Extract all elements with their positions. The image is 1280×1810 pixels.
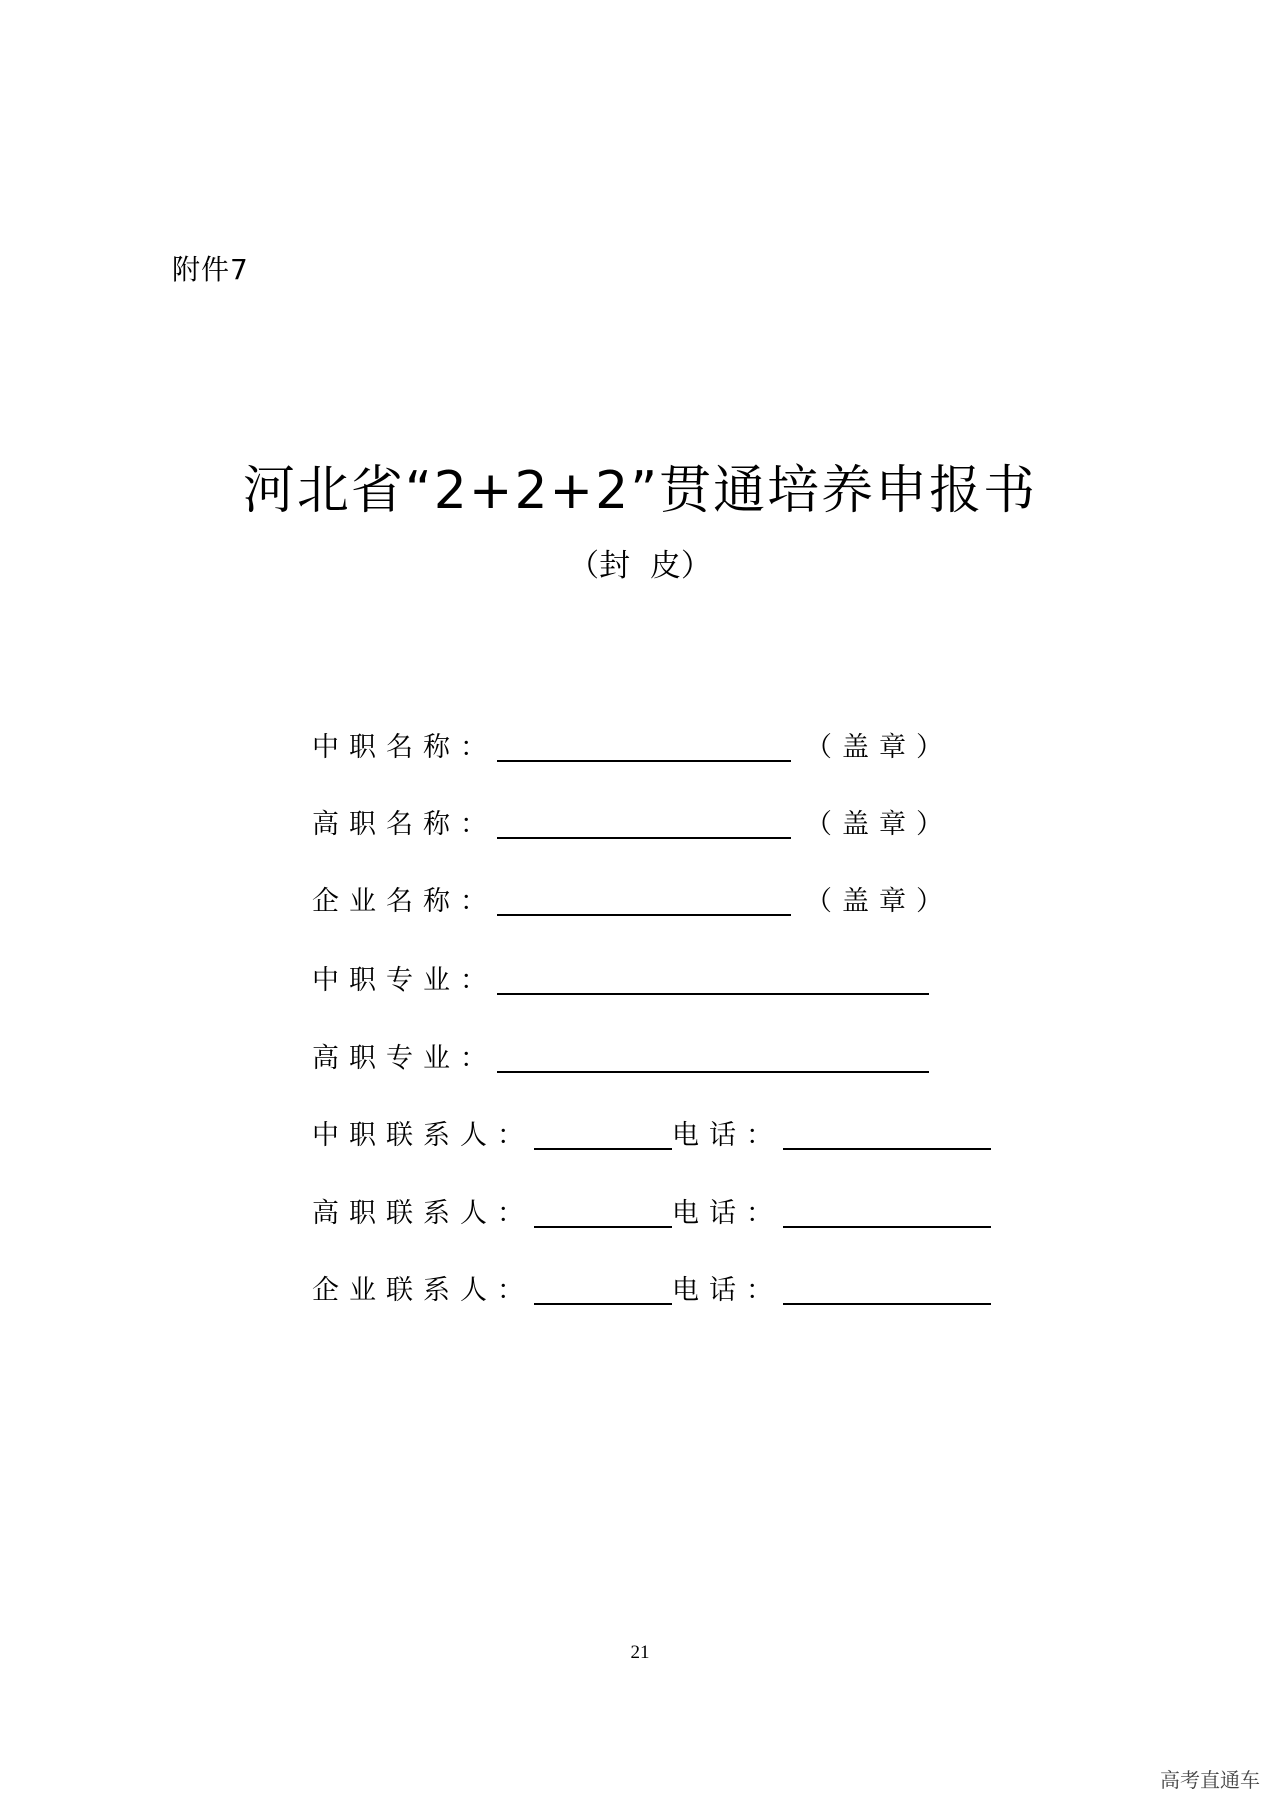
form-row-zz-contact <box>312 1112 991 1152</box>
zz-name-label: 中职名称： <box>312 732 497 763</box>
gz-major-field[interactable] <box>497 1041 929 1073</box>
qy-name-label: 企业名称： <box>312 886 497 917</box>
gz-name-field[interactable] <box>497 807 791 839</box>
qy-phone-label: 电话： <box>672 1275 783 1306</box>
form-row-qy-contact <box>312 1267 991 1307</box>
gz-phone-field[interactable] <box>783 1196 991 1228</box>
qy-seal-note: （盖章） <box>805 886 953 917</box>
zz-contact-label: 中职联系人： <box>312 1120 534 1151</box>
qy-contact-label: 企业联系人： <box>312 1275 534 1306</box>
form-row-gz-major <box>312 1035 929 1075</box>
zz-phone-label: 电话： <box>672 1120 783 1151</box>
form-row-zz-major <box>312 957 929 997</box>
qy-phone-field[interactable] <box>783 1273 991 1305</box>
zz-major-label: 中职专业： <box>312 965 497 996</box>
watermark: 高考直通车 <box>1160 1768 1260 1792</box>
form-row-zz-name <box>312 724 953 764</box>
zz-major-field[interactable] <box>497 963 929 995</box>
form-row-qy-name <box>312 878 953 918</box>
zz-phone-field[interactable] <box>783 1118 991 1150</box>
zz-name-field[interactable] <box>497 730 791 762</box>
gz-seal-note: （盖章） <box>805 809 953 840</box>
gz-contact-label: 高职联系人： <box>312 1198 534 1229</box>
page-number: 21 <box>630 1642 650 1663</box>
gz-major-label: 高职专业： <box>312 1043 497 1074</box>
zz-seal-note: （盖章） <box>805 732 953 763</box>
gz-name-label: 高职名称： <box>312 809 497 840</box>
gz-contact-field[interactable] <box>534 1196 672 1228</box>
zz-contact-field[interactable] <box>534 1118 672 1150</box>
gz-phone-label: 电话： <box>672 1198 783 1229</box>
document-title: 河北省“2+2+2”贯通培养申报书 <box>242 461 1038 521</box>
qy-name-field[interactable] <box>497 884 791 916</box>
qy-contact-field[interactable] <box>534 1273 672 1305</box>
form-row-gz-contact <box>312 1190 991 1230</box>
attachment-label: 附件7 <box>172 253 249 286</box>
form-row-gz-name <box>312 801 953 841</box>
document-subtitle: （封 皮） <box>568 548 712 584</box>
